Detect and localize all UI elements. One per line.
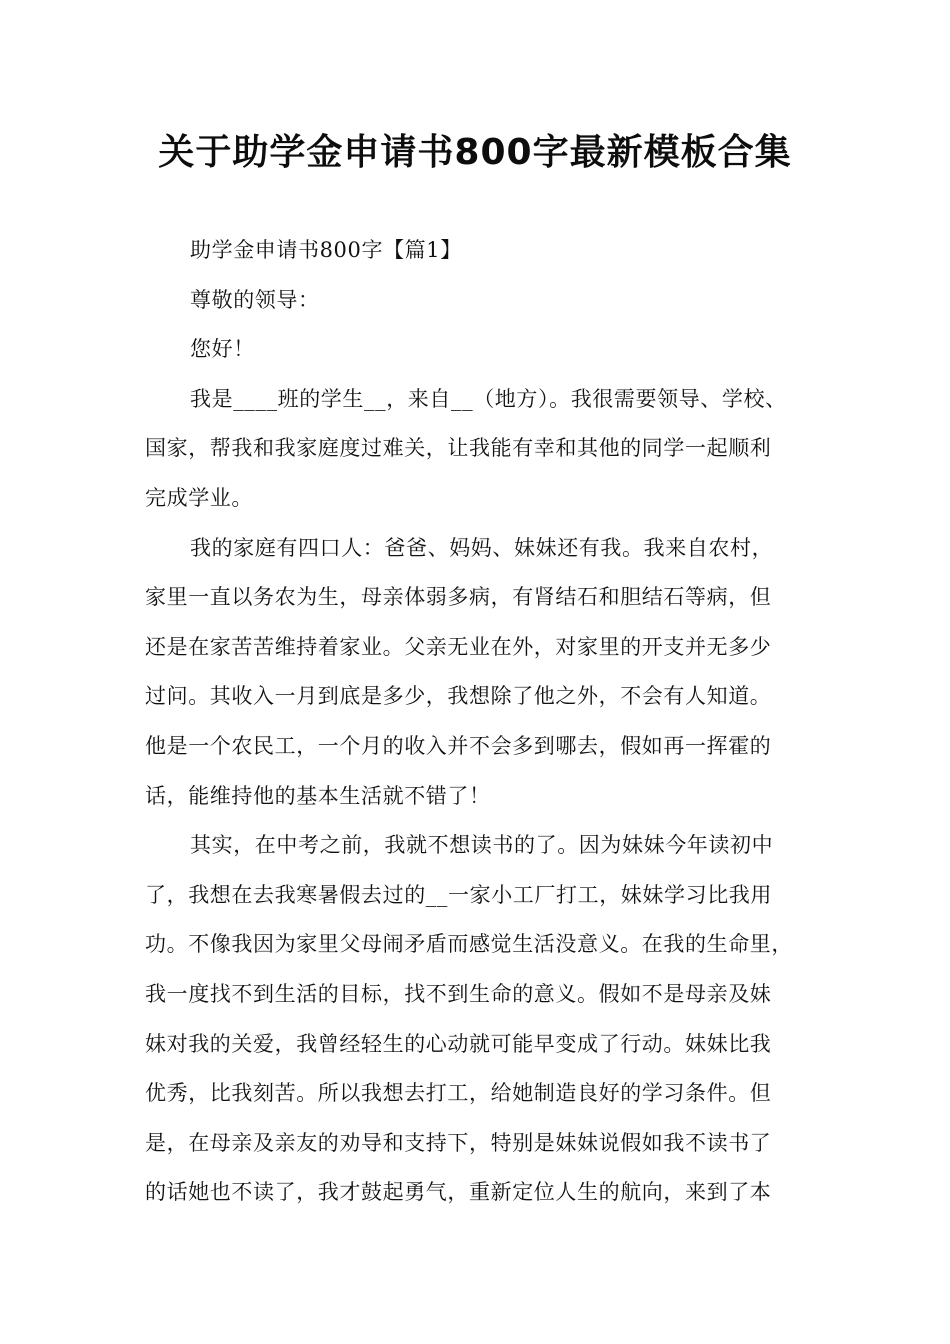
- document-title: 关于助学金申请书800字最新模板合集: [158, 132, 792, 173]
- text-line: 还是在家苦苦维持着家业。父亲无业在外，对家里的开支并无多少: [145, 634, 772, 659]
- text-line: 其实，在中考之前，我就不想读书的了。因为妹妹今年读初中: [190, 833, 774, 858]
- text-line: 是，在母亲及亲友的劝导和支持下，特别是妹妹说假如我不读书了: [145, 1130, 772, 1155]
- text-line: 您好！: [190, 337, 255, 362]
- text-line: 我的家庭有四口人：爸爸、妈妈、妹妹还有我。我来自农村，: [190, 535, 774, 560]
- text-line: 家里一直以务农为生，母亲体弱多病，有肾结石和胆结石等病，但: [145, 585, 772, 610]
- document-body: [145, 226, 825, 1218]
- text-line: 了，我想在去我寒暑假去过的__一家小工厂打工，妹妹学习比我用: [145, 882, 772, 907]
- text-line: 话，能维持他的基本生活就不错了！: [145, 783, 491, 808]
- text-line: 国家，帮我和我家庭度过难关，让我能有幸和其他的同学一起顺利: [145, 436, 772, 461]
- text-line: 的话她也不读了，我才鼓起勇气，重新定位人生的航向，来到了本: [145, 1180, 772, 1205]
- text-line: 我一度找不到生活的目标，找不到生命的意义。假如不是母亲及妹: [145, 981, 772, 1006]
- text-line: 优秀，比我刻苦。所以我想去打工，给她制造良好的学习条件。但: [145, 1081, 772, 1106]
- text-line: 尊敬的领导：: [190, 287, 320, 312]
- text-line: 助学金申请书800字【篇1】: [190, 238, 462, 262]
- text-line: 功。不像我因为家里父母闹矛盾而感觉生活没意义。在我的生命里，: [145, 932, 793, 957]
- text-line: 完成学业。: [145, 485, 253, 510]
- text-line: 过问。其收入一月到底是多少，我想除了他之外，不会有人知道。: [145, 684, 772, 709]
- text-line: 他是一个农民工，一个月的收入并不会多到哪去，假如再一挥霍的: [145, 733, 772, 758]
- text-line: 我是____班的学生__，来自__（地方）。我很需要领导、学校、: [190, 386, 787, 411]
- text-line: 妹对我的关爱，我曾经轻生的心动就可能早变成了行动。妹妹比我: [145, 1031, 772, 1056]
